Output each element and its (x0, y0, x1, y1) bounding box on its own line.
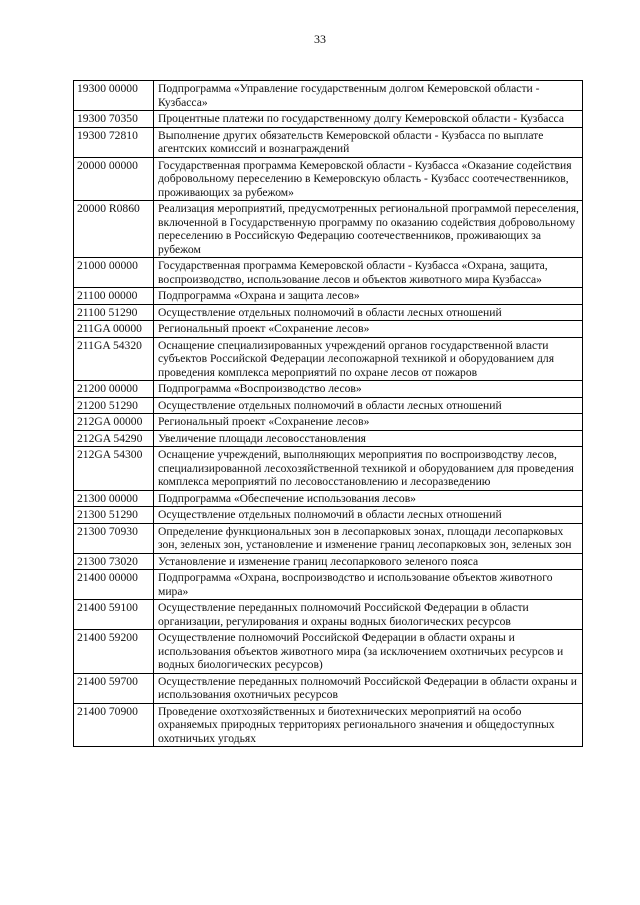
row-code: 21400 70900 (74, 703, 154, 747)
table-body (74, 81, 583, 747)
row-code: 19300 00000 (74, 81, 154, 111)
row-code: 21300 00000 (74, 490, 154, 507)
row-description: Подпрограмма «Охрана и защита лесов» (154, 288, 583, 305)
page-number: 33 (314, 32, 326, 46)
table-row (74, 703, 583, 747)
row-code: 21400 59700 (74, 673, 154, 703)
row-code: 21400 59100 (74, 600, 154, 630)
row-code: 19300 72810 (74, 127, 154, 157)
row-code: 21000 00000 (74, 258, 154, 288)
row-code: 211GA 00000 (74, 321, 154, 338)
table-row (74, 414, 583, 431)
row-description: Увеличение площади лесовосстановления (154, 430, 583, 447)
row-code: 21100 51290 (74, 304, 154, 321)
row-description: Установление и изменение границ лесопаркового зеленого пояса (154, 553, 583, 570)
table-row (74, 304, 583, 321)
row-description: Государственная программа Кемеровской области - Кузбасса «Оказание содействия добровольному переселению в Кемеровскую область - Кузбасс соотечественников, проживающих за рубежом» (154, 157, 583, 201)
row-description: Оснащение специализированных учреждений органов государственной власти субъектов Российской Федерации лесопожарной техникой и оборудованием для проведения комплекса мероприятий по охране лесов от пожаров (154, 337, 583, 381)
table-row (74, 490, 583, 507)
row-description: Подпрограмма «Воспроизводство лесов» (154, 381, 583, 398)
row-code: 21200 51290 (74, 397, 154, 414)
table-row (74, 157, 583, 201)
table-row (74, 111, 583, 128)
table-row (74, 507, 583, 524)
row-description: Осуществление отдельных полномочий в области лесных отношений (154, 397, 583, 414)
row-description: Процентные платежи по государственному долгу Кемеровской области - Кузбасса (154, 111, 583, 128)
row-description: Подпрограмма «Управление государственным долгом Кемеровской области - Кузбасса» (154, 81, 583, 111)
table-row (74, 337, 583, 381)
table-row (74, 397, 583, 414)
row-description: Выполнение других обязательств Кемеровской области - Кузбасса по выплате агентских комиссий и вознаграждений (154, 127, 583, 157)
table-row (74, 81, 583, 111)
table-row (74, 127, 583, 157)
row-code: 211GA 54320 (74, 337, 154, 381)
table-row (74, 381, 583, 398)
table-row (74, 553, 583, 570)
table-row (74, 570, 583, 600)
row-code: 21100 00000 (74, 288, 154, 305)
table-row (74, 673, 583, 703)
row-description: Государственная программа Кемеровской области - Кузбасса «Охрана, защита, воспроизводство, использование лесов и объектов животного мира Кузбасса» (154, 258, 583, 288)
table-row (74, 447, 583, 491)
table-row (74, 321, 583, 338)
budget-classification-table (73, 80, 583, 747)
row-description: Осуществление отдельных полномочий в области лесных отношений (154, 304, 583, 321)
table-row (74, 630, 583, 674)
row-code: 21200 00000 (74, 381, 154, 398)
row-description: Региональный проект «Сохранение лесов» (154, 414, 583, 431)
row-description: Осуществление полномочий Российской Федерации в области охраны и использования объектов животного мира (за исключением охотничьих ресурсов и водных биологических ресурсов) (154, 630, 583, 674)
row-description: Определение функциональных зон в лесопарковых зонах, площади лесопарковых зон, зеленых зон, установление и изменение границ лесопарковых зон, зеленых зон (154, 523, 583, 553)
row-description: Реализация мероприятий, предусмотренных региональной программой переселения, включенной в Государственную программу по оказанию содействия добровольному переселению в Российскую Федерацию соотечественников, проживающих за рубежом (154, 201, 583, 258)
table-row (74, 523, 583, 553)
row-description: Осуществление отдельных полномочий в области лесных отношений (154, 507, 583, 524)
row-description: Подпрограмма «Охрана, воспроизводство и использование объектов животного мира» (154, 570, 583, 600)
row-code: 20000 00000 (74, 157, 154, 201)
row-code: 21300 51290 (74, 507, 154, 524)
row-code: 21300 73020 (74, 553, 154, 570)
row-code: 20000 R0860 (74, 201, 154, 258)
row-code: 212GA 54290 (74, 430, 154, 447)
row-code: 21400 59200 (74, 630, 154, 674)
row-code: 21300 70930 (74, 523, 154, 553)
row-code: 212GA 54300 (74, 447, 154, 491)
row-description: Региональный проект «Сохранение лесов» (154, 321, 583, 338)
row-code: 21400 00000 (74, 570, 154, 600)
table-row (74, 258, 583, 288)
row-description: Осуществление переданных полномочий Российской Федерации в области организации, регулирования и охраны водных биологических ресурсов (154, 600, 583, 630)
row-code: 19300 70350 (74, 111, 154, 128)
table-row (74, 600, 583, 630)
row-code: 212GA 00000 (74, 414, 154, 431)
table-row (74, 201, 583, 258)
row-description: Осуществление переданных полномочий Российской Федерации в области охраны и использования охотничьих ресурсов (154, 673, 583, 703)
row-description: Оснащение учреждений, выполняющих мероприятия по воспроизводству лесов, специализированной лесохозяйственной техникой и оборудованием для проведения комплекса мероприятий по лесовосстановлению и лесоразведению (154, 447, 583, 491)
row-description: Подпрограмма «Обеспечение использования лесов» (154, 490, 583, 507)
table-row (74, 430, 583, 447)
row-description: Проведение охотхозяйственных и биотехнических мероприятий на особо охраняемых природных территориях регионального значения и общедоступных охотничьих угодьях (154, 703, 583, 747)
table-row (74, 288, 583, 305)
